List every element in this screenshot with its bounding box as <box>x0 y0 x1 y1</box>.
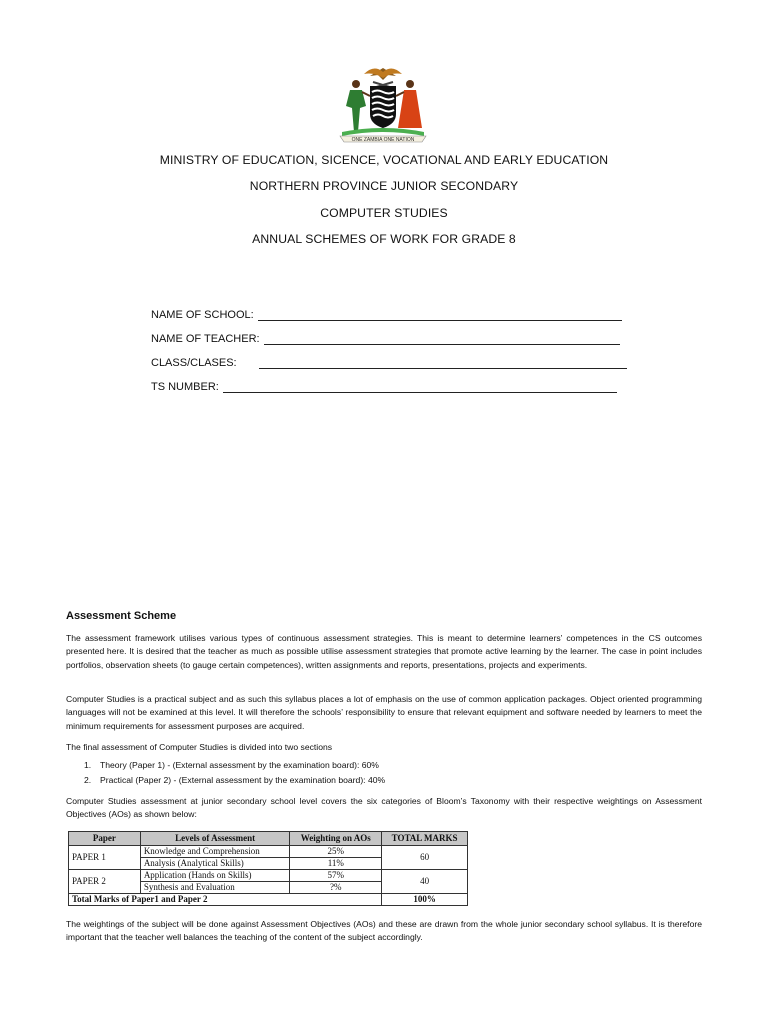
paper-1-total-cell: 60 <box>382 846 468 870</box>
province-heading: NORTHERN PROVINCE JUNIOR SECONDARY <box>249 179 519 193</box>
teacher-name-line[interactable] <box>264 334 620 345</box>
level-cell: Knowledge and Comprehension <box>140 846 290 858</box>
header-paper: Paper <box>69 832 141 846</box>
teacher-name-field <box>151 333 620 345</box>
subject-heading: COMPUTER STUDIES <box>320 206 448 220</box>
paper-2-cell: PAPER 2 <box>69 870 141 894</box>
assessment-scheme-title: Assessment Scheme <box>66 610 177 622</box>
table-row <box>69 846 468 858</box>
ministry-heading: MINISTRY OF EDUCATION, SICENCE, VOCATIONAL AND EARLY EDUCATION <box>159 153 609 167</box>
classes-line[interactable] <box>259 358 627 369</box>
level-cell: Analysis (Analytical Skills) <box>140 858 290 870</box>
weight-cell: 25% <box>290 846 382 858</box>
ts-number-line[interactable] <box>223 382 617 393</box>
weight-cell: 57% <box>290 870 382 882</box>
level-cell: Synthesis and Evaluation <box>140 882 290 894</box>
assessment-paragraph-5: Computer Studies assessment at junior secondary school level covers the six categories of Bloom’s Taxonomy with their respective weightings on Assessment Objectives (AOs) as shown below: <box>66 796 702 820</box>
paper-2-total-cell: 40 <box>382 870 468 894</box>
svg-text:ONE ZAMBIA ONE NATION: ONE ZAMBIA ONE NATION <box>351 137 415 143</box>
document-title: ANNUAL SCHEMES OF WORK FOR GRADE 8 <box>252 232 516 246</box>
assessment-paragraph-1: The assessment framework utilises various types of continuous assessment strategies. This is meant to determine learners’ competences in the CS outcomes presented here. It is desired that the teacher as much as possible utilise assessment strategies that promote active learning by the learner. The case in point includes portfolios, observation sheets (to gauge certain competences), written assignments and reports, presentations, projects and experiments. <box>66 633 702 670</box>
assessment-paragraph-2: Computer Studies is a practical subject and as such this syllabus places a lot of emphasis on the use of common application packages. Object oriented programming languages will not be examined at this level. It will therefore the schools’ responsibility to ensure that relevant equipment and software needed by learners to meet the minimum requirements for assessment purposes are acquired. <box>66 694 702 731</box>
school-name-label: NAME OF SCHOOL: <box>151 309 254 321</box>
total-value-cell: 100% <box>382 894 468 906</box>
coat-of-arms-icon <box>328 62 438 144</box>
assessment-weighting-table <box>68 831 468 906</box>
ts-number-field <box>151 381 617 393</box>
school-name-field <box>151 309 622 321</box>
header-levels: Levels of Assessment <box>140 832 290 846</box>
paper-1-cell: PAPER 1 <box>69 846 141 870</box>
classes-field <box>151 357 627 369</box>
teacher-name-label: NAME OF TEACHER: <box>151 333 260 345</box>
ts-number-label: TS NUMBER: <box>151 381 219 393</box>
school-name-line[interactable] <box>258 310 622 321</box>
level-cell: Application (Hands on Skills) <box>140 870 290 882</box>
assessment-paragraph-6: The weightings of the subject will be done against Assessment Objectives (AOs) and these are drawn from the whole junior secondary school syllabus. It is therefore important that the teacher well balances the teaching of the content of the subject accordingly. <box>66 919 702 943</box>
total-label-cell: Total Marks of Paper1 and Paper 2 <box>69 894 382 906</box>
weight-cell: ?% <box>290 882 382 894</box>
table-header-row <box>69 832 468 846</box>
list-item: 1. Theory (Paper 1) - (External assessment by the examination board): 60% <box>84 760 379 770</box>
weight-cell: 11% <box>290 858 382 870</box>
assessment-sections-list <box>84 758 385 788</box>
assessment-paragraph-3: The final assessment of Computer Studies is divided into two sections <box>66 742 333 752</box>
table-row <box>69 870 468 882</box>
table-total-row <box>69 894 468 906</box>
list-item: 2. Practical (Paper 2) - (External assessment by the examination board): 40% <box>84 775 386 785</box>
header-total-marks: TOTAL MARKS <box>382 832 468 846</box>
header-weighting: Weighting on AOs <box>290 832 382 846</box>
classes-label: CLASS/CLASES: <box>151 357 237 369</box>
